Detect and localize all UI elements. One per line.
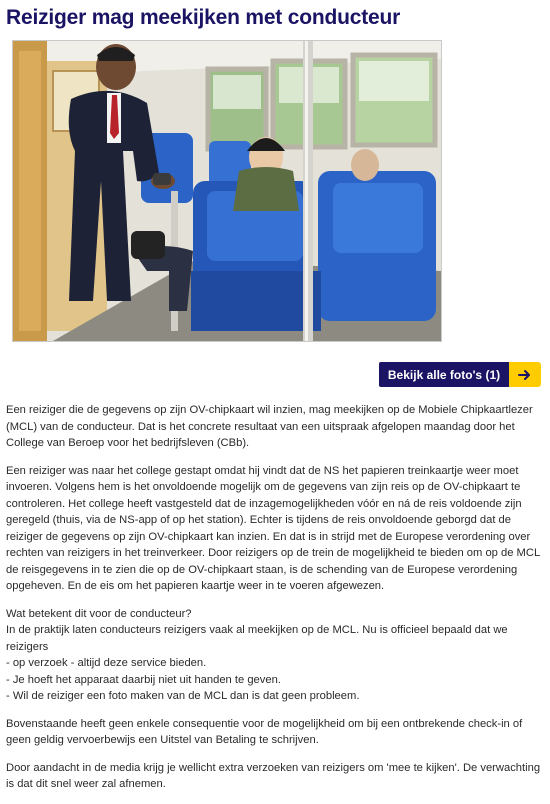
section-item: - Je hoeft het apparaat daarbij niet uit handen te geven. — [6, 673, 281, 686]
article-paragraph: Bovenstaande heeft geen enkele consequentie voor de mogelijkheid om bij een ontbrekende check-in of geen geldig vervoerbewijs een Uitstel van Betaling te schrijven. — [6, 717, 523, 746]
conductor-section — [6, 606, 544, 705]
article-paragraph: Een reiziger was naar het college gestapt omdat hij vindt dat de NS het papieren treinkaartje weer moet invoeren. Volgens hem is het onvoldoende mogelijk om de gegevens van zijn reis op de OV-chipkaart te controleren. Het college heeft vastgesteld dat de inzagemogelijkheden vóór en ná de reis voldoende zijn geregeld (thuis, via de NS-app of op het station). Echter is tijdens de reis onvoldoende geborgd dat de reiziger de gegevens op zijn OV-chipkaart kan inzien. En dat is in strijd met de Europese verordening over rechten van reizigers in het treinverkeer. Door reizigers op de trein de mogelijkheid te bieden om op de MCL de reisgegevens in te zien die op de OV-chipkaart staan, is de schending van de Europese verordening opgeheven. En de eis om het papieren kaartje weer in te voeren afgewezen. — [6, 464, 540, 592]
article-body — [6, 402, 544, 804]
section-item: - Wil de reiziger een foto maken van de MCL dan is dat geen probleem. — [6, 690, 360, 702]
article-title: Reiziger mag meekijken met conducteur — [6, 6, 401, 29]
section-intro: In de praktijk laten conducteurs reizigers vaak al meekijken op de MCL. Nu is officieel bepaald dat we reizigers — [6, 624, 508, 653]
article-paragraph: Door aandacht in de media krijg je wellicht extra verzoeken van reizigers om 'mee te kijken'. De verwachting is dat dit snel weer zal afnemen. — [6, 761, 541, 790]
view-all-photos-button[interactable] — [379, 362, 541, 387]
article-paragraph: Een reiziger die de gegevens op zijn OV-chipkaart wil inzien, mag meekijken op de Mobiele Chipkaartlezer (MCL) van de conducteur. Dat is het concrete resultaat van een uitspraak afgelopen maandag door het College van Beroep voor het bedrijfsleven (CBb). — [6, 404, 533, 449]
train-conductor-photo — [13, 41, 441, 341]
arrow-right-icon — [509, 362, 541, 387]
view-all-photos-label: Bekijk alle foto's (1) — [379, 362, 509, 387]
section-item: - op verzoek - altijd deze service bieden. — [6, 657, 207, 669]
article-photo[interactable] — [12, 40, 442, 342]
section-question: Wat betekent dit voor de conducteur? — [6, 607, 192, 620]
